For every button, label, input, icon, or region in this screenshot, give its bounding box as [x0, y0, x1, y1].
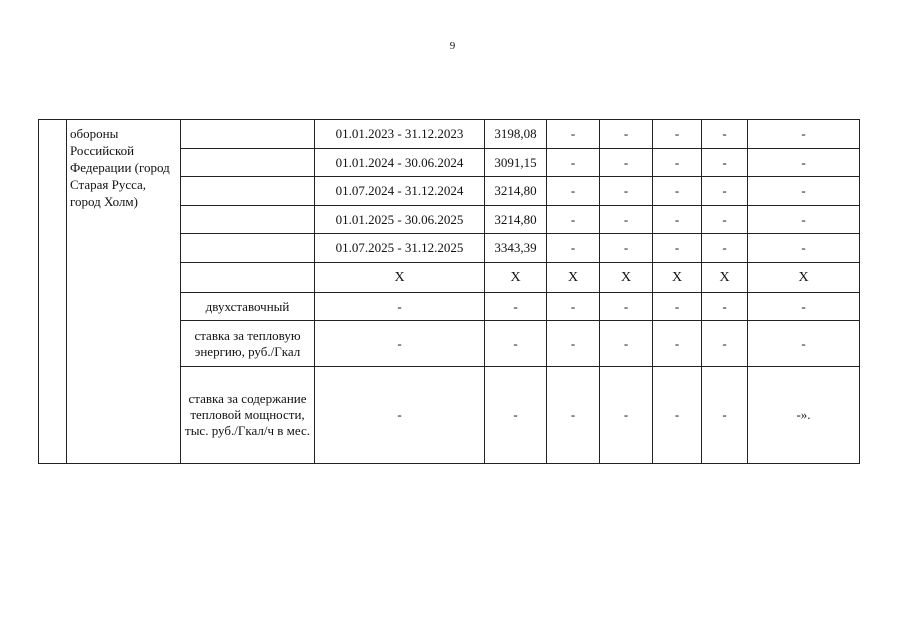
data-cell: - [547, 177, 600, 206]
data-cell: - [748, 177, 860, 206]
data-cell: - [600, 293, 653, 321]
data-cell: X [653, 263, 702, 293]
data-cell: - [547, 234, 600, 263]
indicator-cell [181, 149, 315, 177]
data-cell: - [653, 177, 702, 206]
data-cell: - [748, 321, 860, 367]
data-cell: - [702, 367, 748, 464]
value-cell: 3214,80 [485, 177, 547, 206]
data-cell: - [600, 149, 653, 177]
data-cell: - [547, 367, 600, 464]
data-cell: - [748, 293, 860, 321]
data-cell: - [547, 293, 600, 321]
value-cell: 3214,80 [485, 206, 547, 234]
data-cell: - [653, 293, 702, 321]
indicator-cell [181, 234, 315, 263]
period-cell: - [315, 293, 485, 321]
data-cell: - [547, 321, 600, 367]
data-cell: - [702, 177, 748, 206]
table-row [39, 120, 860, 149]
value-cell: - [485, 293, 547, 321]
data-cell: - [600, 120, 653, 149]
indicator-cell [181, 206, 315, 234]
data-cell: - [748, 149, 860, 177]
period-cell: 01.07.2024 - 31.12.2024 [315, 177, 485, 206]
page-number: 9 [449, 40, 456, 52]
data-cell: -». [748, 367, 860, 464]
data-cell: - [653, 234, 702, 263]
data-cell: - [600, 234, 653, 263]
period-cell: 01.01.2024 - 30.06.2024 [315, 149, 485, 177]
period-cell: 01.01.2025 - 30.06.2025 [315, 206, 485, 234]
data-cell: - [702, 293, 748, 321]
tariff-table [38, 119, 860, 464]
value-cell: 3343,39 [485, 234, 547, 263]
data-cell: - [702, 149, 748, 177]
data-cell: X [702, 263, 748, 293]
indicator-cell [181, 120, 315, 149]
data-cell: - [547, 120, 600, 149]
period-cell: X [315, 263, 485, 293]
data-cell: - [748, 120, 860, 149]
data-cell: - [702, 120, 748, 149]
period-cell: - [315, 321, 485, 367]
data-cell: - [702, 206, 748, 234]
period-cell: - [315, 367, 485, 464]
data-cell: - [600, 321, 653, 367]
row-number-cell [39, 120, 67, 464]
data-cell: X [600, 263, 653, 293]
data-cell: - [547, 149, 600, 177]
data-cell: - [547, 206, 600, 234]
indicator-cell: ставка за тепловую энергию, руб./Гкал [181, 321, 315, 367]
period-cell: 01.01.2023 - 31.12.2023 [315, 120, 485, 149]
indicator-cell [181, 263, 315, 293]
data-cell: - [748, 234, 860, 263]
organization-name-cell: обороны Российской Федерации (город Старая Русса, город Холм) [67, 120, 181, 464]
data-cell: - [600, 177, 653, 206]
data-cell: - [748, 206, 860, 234]
data-cell: - [653, 120, 702, 149]
data-cell: X [748, 263, 860, 293]
indicator-cell [181, 177, 315, 206]
data-cell: - [653, 367, 702, 464]
data-cell: - [600, 367, 653, 464]
indicator-cell: двухставочный [181, 293, 315, 321]
data-cell: - [653, 321, 702, 367]
data-cell: - [702, 234, 748, 263]
period-cell: 01.07.2025 - 31.12.2025 [315, 234, 485, 263]
value-cell: 3091,15 [485, 149, 547, 177]
value-cell: 3198,08 [485, 120, 547, 149]
data-cell: - [653, 206, 702, 234]
indicator-cell: ставка за содержание тепловой мощности, тыс. руб./Гкал/ч в мес. [181, 367, 315, 464]
value-cell: - [485, 367, 547, 464]
value-cell: - [485, 321, 547, 367]
data-cell: - [600, 206, 653, 234]
data-cell: - [702, 321, 748, 367]
value-cell: X [485, 263, 547, 293]
data-cell: X [547, 263, 600, 293]
data-cell: - [653, 149, 702, 177]
